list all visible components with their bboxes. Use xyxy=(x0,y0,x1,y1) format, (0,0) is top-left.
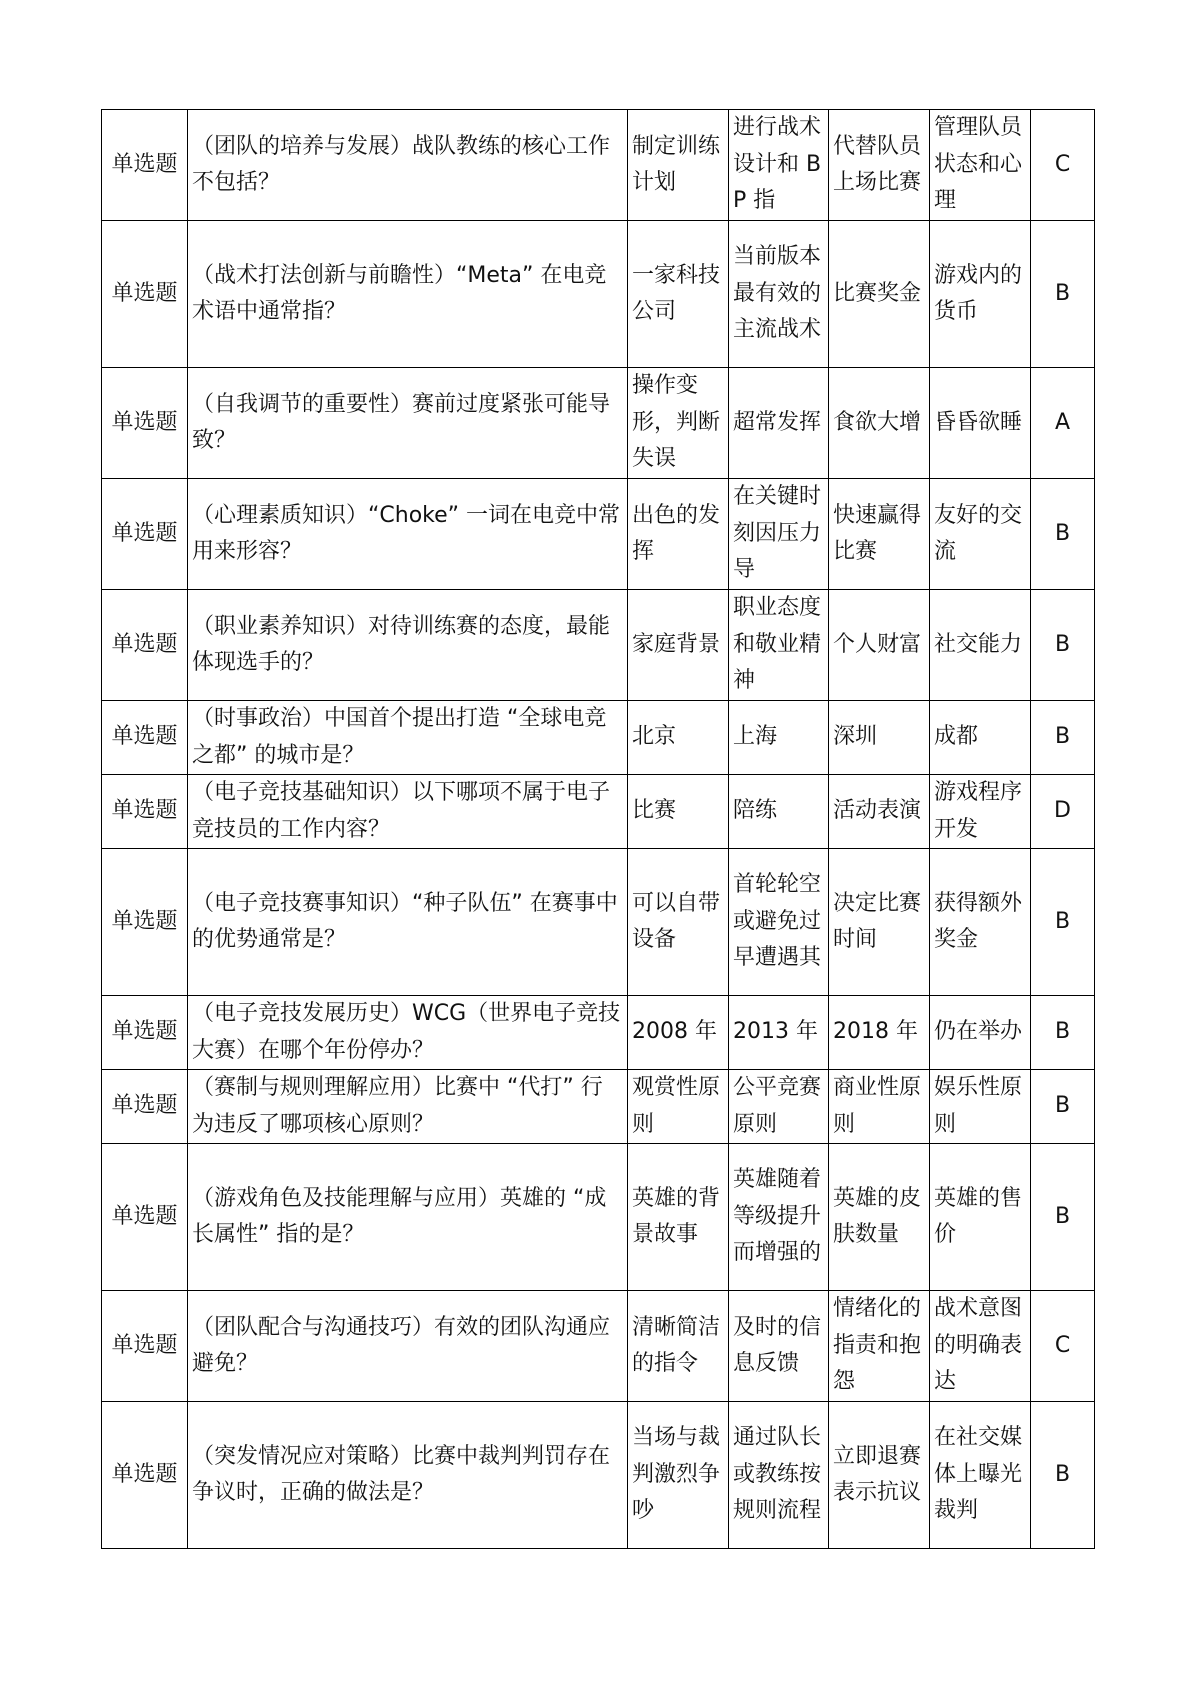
question-table xyxy=(101,109,1095,1549)
option-c: 活动表演 xyxy=(829,775,930,849)
option-b: 当前版本最有效的主流战术 xyxy=(729,221,829,368)
option-a: 制定训练计划 xyxy=(628,110,729,221)
option-d: 获得额外奖金 xyxy=(930,849,1031,996)
option-c: 深圳 xyxy=(829,701,930,775)
option-d: 管理队员状态和心理 xyxy=(930,110,1031,221)
option-c: 代替队员上场比赛 xyxy=(829,110,930,221)
option-c: 情绪化的指责和抱怨 xyxy=(829,1291,930,1402)
question-type: 单选题 xyxy=(102,1144,188,1291)
option-c: 2018 年 xyxy=(829,996,930,1070)
question-text: （电子竞技赛事知识）“种子队伍” 在赛事中的优势通常是？ xyxy=(188,849,628,996)
question-type: 单选题 xyxy=(102,849,188,996)
option-d: 成都 xyxy=(930,701,1031,775)
option-a: 操作变形，判断失误 xyxy=(628,368,729,479)
question-type: 单选题 xyxy=(102,1402,188,1549)
option-c: 立即退赛表示抗议 xyxy=(829,1402,930,1549)
option-a: 可以自带设备 xyxy=(628,849,729,996)
question-type: 单选题 xyxy=(102,1070,188,1144)
option-a: 家庭背景 xyxy=(628,590,729,701)
question-text: （时事政治）中国首个提出打造 “全球电竞之都” 的城市是？ xyxy=(188,701,628,775)
answer: D xyxy=(1031,775,1095,849)
option-b: 首轮轮空或避免过早遭遇其 xyxy=(729,849,829,996)
question-text: （游戏角色及技能理解与应用）英雄的 “成长属性” 指的是？ xyxy=(188,1144,628,1291)
option-b: 陪练 xyxy=(729,775,829,849)
answer: B xyxy=(1031,590,1095,701)
option-a: 2008 年 xyxy=(628,996,729,1070)
answer: B xyxy=(1031,1070,1095,1144)
question-type: 单选题 xyxy=(102,701,188,775)
table-row xyxy=(102,996,1095,1070)
option-b: 通过队长或教练按规则流程 xyxy=(729,1402,829,1549)
option-b: 上海 xyxy=(729,701,829,775)
answer: B xyxy=(1031,479,1095,590)
option-c: 英雄的皮肤数量 xyxy=(829,1144,930,1291)
question-text: （团队的培养与发展）战队教练的核心工作不包括？ xyxy=(188,110,628,221)
option-c: 决定比赛时间 xyxy=(829,849,930,996)
option-b: 2013 年 xyxy=(729,996,829,1070)
option-d: 友好的交流 xyxy=(930,479,1031,590)
option-a: 当场与裁判激烈争吵 xyxy=(628,1402,729,1549)
table-row xyxy=(102,775,1095,849)
option-d: 社交能力 xyxy=(930,590,1031,701)
answer: B xyxy=(1031,701,1095,775)
answer: B xyxy=(1031,849,1095,996)
answer: C xyxy=(1031,1291,1095,1402)
question-type: 单选题 xyxy=(102,368,188,479)
option-d: 仍在举办 xyxy=(930,996,1031,1070)
question-text: （团队配合与沟通技巧）有效的团队沟通应避免？ xyxy=(188,1291,628,1402)
table-row xyxy=(102,1144,1095,1291)
question-type: 单选题 xyxy=(102,110,188,221)
option-d: 游戏内的货币 xyxy=(930,221,1031,368)
option-d: 战术意图的明确表达 xyxy=(930,1291,1031,1402)
table-row xyxy=(102,590,1095,701)
option-c: 商业性原则 xyxy=(829,1070,930,1144)
option-a: 英雄的背景故事 xyxy=(628,1144,729,1291)
table-row xyxy=(102,110,1095,221)
question-type: 单选题 xyxy=(102,1291,188,1402)
table-row xyxy=(102,849,1095,996)
table-row xyxy=(102,221,1095,368)
answer: B xyxy=(1031,996,1095,1070)
option-c: 快速赢得比赛 xyxy=(829,479,930,590)
option-a: 一家科技公司 xyxy=(628,221,729,368)
option-c: 个人财富 xyxy=(829,590,930,701)
option-d: 在社交媒体上曝光裁判 xyxy=(930,1402,1031,1549)
option-b: 英雄随着等级提升而增强的 xyxy=(729,1144,829,1291)
question-text: （电子竞技基础知识）以下哪项不属于电子竞技员的工作内容？ xyxy=(188,775,628,849)
option-a: 清晰简洁的指令 xyxy=(628,1291,729,1402)
table-row xyxy=(102,479,1095,590)
answer: B xyxy=(1031,1402,1095,1549)
table-row xyxy=(102,368,1095,479)
question-text: （赛制与规则理解应用）比赛中 “代打” 行为违反了哪项核心原则？ xyxy=(188,1070,628,1144)
option-b: 超常发挥 xyxy=(729,368,829,479)
answer: B xyxy=(1031,1144,1095,1291)
question-type: 单选题 xyxy=(102,996,188,1070)
option-a: 北京 xyxy=(628,701,729,775)
answer: B xyxy=(1031,221,1095,368)
option-b: 进行战术设计和 BP 指 xyxy=(729,110,829,221)
question-text: （自我调节的重要性）赛前过度紧张可能导致？ xyxy=(188,368,628,479)
question-type: 单选题 xyxy=(102,775,188,849)
table-row xyxy=(102,701,1095,775)
question-type: 单选题 xyxy=(102,479,188,590)
option-c: 比赛奖金 xyxy=(829,221,930,368)
answer: A xyxy=(1031,368,1095,479)
question-text: （电子竞技发展历史）WCG（世界电子竞技大赛）在哪个年份停办？ xyxy=(188,996,628,1070)
option-c: 食欲大增 xyxy=(829,368,930,479)
question-type: 单选题 xyxy=(102,590,188,701)
table-row xyxy=(102,1402,1095,1549)
option-a: 出色的发挥 xyxy=(628,479,729,590)
option-b: 职业态度和敬业精神 xyxy=(729,590,829,701)
option-b: 公平竞赛原则 xyxy=(729,1070,829,1144)
option-b: 及时的信息反馈 xyxy=(729,1291,829,1402)
option-d: 昏昏欲睡 xyxy=(930,368,1031,479)
question-text: （战术打法创新与前瞻性）“Meta” 在电竞术语中通常指？ xyxy=(188,221,628,368)
question-text: （突发情况应对策略）比赛中裁判判罚存在争议时，正确的做法是？ xyxy=(188,1402,628,1549)
option-d: 英雄的售价 xyxy=(930,1144,1031,1291)
option-b: 在关键时刻因压力导 xyxy=(729,479,829,590)
option-a: 观赏性原则 xyxy=(628,1070,729,1144)
table-row xyxy=(102,1291,1095,1402)
table-row xyxy=(102,1070,1095,1144)
option-a: 比赛 xyxy=(628,775,729,849)
option-d: 游戏程序开发 xyxy=(930,775,1031,849)
question-type: 单选题 xyxy=(102,221,188,368)
question-text: （职业素养知识）对待训练赛的态度，最能体现选手的？ xyxy=(188,590,628,701)
option-d: 娱乐性原则 xyxy=(930,1070,1031,1144)
question-text: （心理素质知识）“Choke” 一词在电竞中常用来形容？ xyxy=(188,479,628,590)
answer: C xyxy=(1031,110,1095,221)
